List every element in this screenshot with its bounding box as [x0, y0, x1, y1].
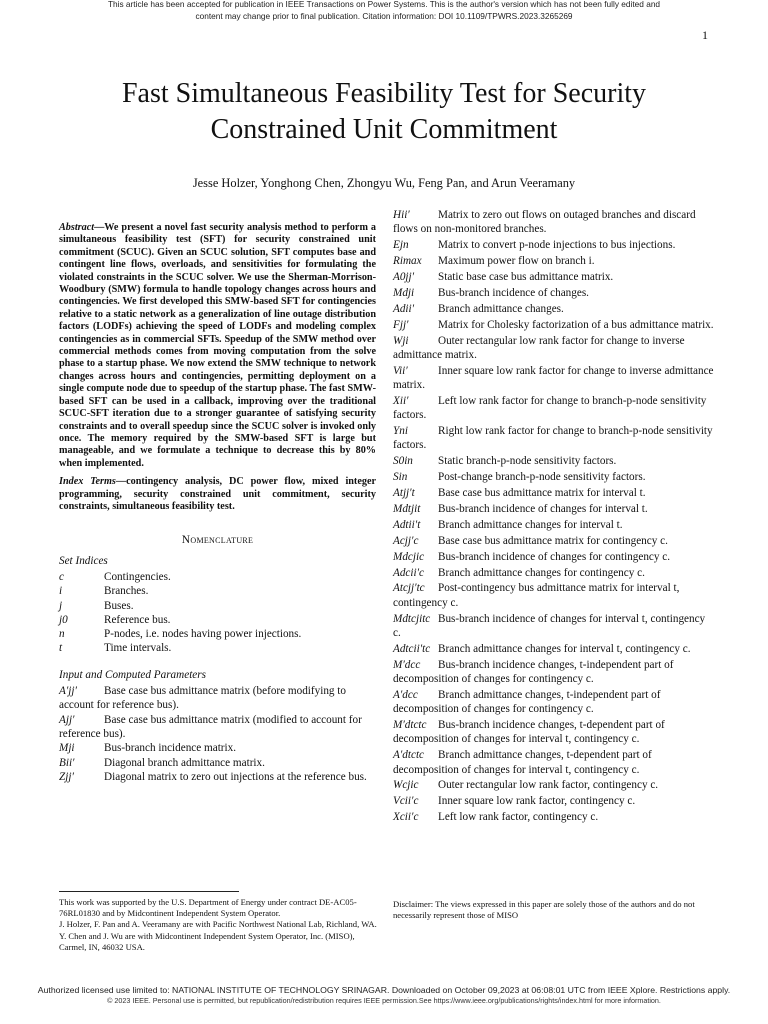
definition-item — [393, 794, 715, 808]
definition-item — [393, 658, 715, 687]
definition-symbol: Mdji — [393, 286, 415, 299]
definition-text: Branch admittance changes, t-independent part of decomposition of changes for contingency c. — [393, 688, 661, 716]
definition-item — [59, 627, 376, 641]
definition-item — [393, 642, 715, 656]
definition-text: Static branch-p-node sensitivity factors. — [438, 455, 617, 468]
definition-symbol: A′dcc — [393, 688, 418, 701]
definition-item — [393, 534, 715, 548]
paper-title — [0, 76, 768, 148]
definition-text: Bus-branch incidence of changes for interval t, contingency c. — [393, 612, 706, 639]
definition-item — [393, 454, 715, 468]
abstract — [59, 222, 376, 470]
definition-item — [393, 394, 715, 423]
definition-item — [393, 688, 715, 717]
definition-symbol: Xii′ — [393, 394, 409, 407]
definition-item — [393, 550, 715, 564]
definition-item — [393, 302, 715, 316]
definition-item — [393, 486, 715, 500]
definition-text: Reference bus. — [104, 613, 171, 626]
definition-symbol: i — [59, 585, 63, 598]
definition-text: Branch admittance changes, t-dependent part of decomposition of changes for interval t, contingency c. — [393, 749, 652, 776]
definition-text: Branch admittance changes for contingency c. — [438, 566, 645, 579]
parameters-heading: Input and Computed Parameters — [59, 668, 206, 681]
definition-text: Right low rank factor for change to branch-p-node sensitivity factors. — [393, 425, 713, 452]
definition-item — [59, 584, 376, 598]
definition-text: Buses. — [104, 599, 134, 612]
definition-item — [393, 810, 715, 824]
definition-text: Contingencies. — [104, 570, 171, 583]
parameters-list — [59, 684, 376, 784]
paper-title-line2: Constrained Unit Commitment — [210, 114, 558, 145]
definition-symbol: j — [59, 599, 63, 612]
definition-symbol: Atjj′t — [393, 487, 415, 500]
definition-symbol: Mdcjic — [393, 550, 425, 563]
page-number: 1 — [702, 28, 708, 42]
definition-symbol: A′jj′ — [59, 685, 77, 698]
index-terms-lead: Index Terms — [59, 476, 116, 488]
definition-symbol: Atcjj′tc — [393, 582, 425, 595]
definition-item — [393, 364, 715, 393]
definition-symbol: Vii′ — [393, 364, 408, 377]
definition-text: Bus-branch incidence of changes. — [438, 286, 589, 299]
abstract-lead: Abstract — [59, 222, 95, 233]
definition-symbol: Wcjic — [393, 779, 419, 792]
definition-text: Branch admittance changes. — [438, 302, 564, 315]
definition-text: Inner square low rank factor, contingency c. — [438, 795, 636, 808]
definition-symbol: S0in — [393, 455, 413, 468]
definition-item — [393, 470, 715, 484]
definition-item — [393, 334, 715, 363]
definition-symbol: Wji — [393, 334, 409, 347]
definition-item — [393, 518, 715, 532]
definition-item — [59, 684, 376, 713]
nomenclature-heading: Nomenclature — [181, 534, 254, 547]
definition-symbol: Vcii′c — [393, 795, 419, 808]
definition-symbol: Rimax — [393, 255, 422, 268]
index-terms-text: —contingency analysis, DC power flow, mixed integer programming, security constrained unit commitment, security constraints, simultaneous feasibility test. — [59, 476, 376, 512]
definition-text: Bus-branch incidence changes, t-dependent part of decomposition of changes for interval t, contingency c. — [393, 719, 665, 746]
definition-symbol: Adii′ — [393, 302, 415, 315]
definition-item — [393, 612, 715, 641]
definition-text: Outer rectangular low rank factor for change to inverse admittance matrix. — [393, 334, 685, 361]
definition-symbol: Mdtcjitc — [393, 612, 431, 625]
definition-item — [393, 238, 715, 252]
definition-item — [59, 756, 376, 770]
disclaimer: Disclaimer: The views expressed in this paper are solely those of the authors and do not necessarily represent those of MISO — [393, 899, 695, 921]
definition-text: Time intervals. — [104, 642, 172, 655]
footnote — [59, 897, 377, 953]
definition-item — [393, 502, 715, 516]
definition-symbol: t — [59, 642, 63, 655]
definition-text: Bus-branch incidence matrix. — [104, 742, 237, 755]
set-indices-list — [59, 570, 376, 656]
footnote-affiliations: J. Holzer, F. Pan and A. Veeramany are with Pacific Northwest National Lab, Richland, WA. Y. Chen and J. Wu are with Midcontinent Independent System Operator, Inc. (MISO), Carmel, IN, 46032 USA. — [59, 919, 377, 952]
definition-item — [393, 318, 715, 332]
definition-symbol: n — [59, 628, 65, 641]
definition-text: Branch admittance changes for interval t, contingency c. — [438, 642, 691, 655]
definition-text: Bus-branch incidence of changes for contingency c. — [438, 550, 671, 563]
definition-text: Branch admittance changes for interval t. — [438, 518, 623, 531]
definition-symbol: c — [59, 570, 64, 583]
definition-text: Left low rank factor, contingency c. — [438, 811, 599, 824]
abstract-text: —We present a novel fast security analysis method to perform a simultaneous feasibility test (SFT) for security constrained unit commitment (SCUC). Given an SCUC solution, SFT computes base and contingent line flows, overloads, and sensitivities for formulating the violated constraints in the SCUC solver. We use the Sherman-Morrison-Woodbury (SMW) formula to handle topology changes across hours and contingencies. We first developed this SMW-based SFT for contingencies relative to a static network as a generalization of line outage distribution factors (LODFs) achieving the speed of LODFs and modeling complex contingencies as in commercial SFTs. Speedup of the SMW method over commercial methods comes from moving computation from the solve phase to a startup phase. We now extend the SMW technique to network changes across hours and contingencies, permitting deployment on a single compute node due to speedup of the startup phase. The fast SMW-based SFT can be used in a callback, improving over the traditional SCUC-SFT iteration due to a stronger guarantee of satisfying security constraints and to overall speedup since the SCUC solver is invoked only once. The memory required by the SMW-based SFT is large but manageable, and we formulate a technique to decrease this by 80% when implemented. — [59, 222, 376, 469]
definition-text: Base case bus admittance matrix (before modifying to account for reference bus). — [59, 685, 347, 712]
definition-symbol: Ejn — [393, 239, 409, 252]
definition-text: Diagonal matrix to zero out injections at the reference bus. — [104, 770, 367, 783]
definition-text: Post-change branch-p-node sensitivity factors. — [438, 471, 646, 484]
definition-item — [393, 424, 715, 453]
definition-text: Matrix to convert p-node injections to bus injections. — [438, 239, 676, 252]
definition-text: Left low rank factor for change to branch-p-node sensitivity factors. — [393, 394, 707, 422]
definition-text: Base case bus admittance matrix (modified to account for reference bus). — [59, 713, 362, 740]
definition-symbol: Acjj′c — [393, 534, 419, 547]
definition-symbol: Ajj′ — [59, 713, 75, 726]
definition-item — [59, 641, 376, 655]
definition-symbol: Adtii′t — [393, 518, 421, 531]
definition-item — [393, 778, 715, 792]
copyright-notice: © 2023 IEEE. Personal use is permitted, but republication/redistribution requires IEEE permission.See https://www.ieee.org/publications/rights/index.html for more information. — [107, 996, 661, 1005]
definition-item — [393, 208, 715, 237]
publication-notice — [0, 0, 768, 22]
definition-symbol: M′dtctc — [393, 719, 427, 732]
definition-item — [393, 748, 715, 777]
publication-notice-line2: content may change prior to final publication. Citation information: DOI 10.1109/TPWRS.2023.3265269 — [195, 11, 573, 21]
paper-title-line1: Fast Simultaneous Feasibility Test for Security — [121, 78, 647, 109]
definition-symbol: Zjj′ — [59, 770, 74, 783]
definition-text: Base case bus admittance matrix for contingency c. — [438, 534, 668, 547]
definition-symbol: Adcii′c — [393, 566, 425, 579]
right-column — [393, 208, 715, 826]
definition-text: Matrix for Cholesky factorization of a bus admittance matrix. — [438, 318, 714, 331]
definition-item — [393, 566, 715, 580]
definition-item — [393, 270, 715, 284]
definition-text: P-nodes, i.e. nodes having power injections. — [104, 628, 302, 641]
definition-item — [59, 570, 376, 584]
definition-symbol: Xcii′c — [393, 811, 419, 824]
definition-text: Post-contingency bus admittance matrix for interval t, contingency c. — [393, 582, 680, 609]
index-terms — [59, 476, 376, 513]
left-column — [59, 222, 376, 784]
definition-symbol: Mdtjit — [393, 502, 421, 515]
definition-text: Bus-branch incidence changes, t-independent part of decomposition of changes for contingency c. — [393, 658, 674, 685]
nomenclature-continued-list — [393, 208, 715, 825]
definition-item — [59, 613, 376, 627]
definition-item — [393, 581, 715, 610]
definition-symbol: A0jj′ — [393, 270, 415, 283]
author-list: Jesse Holzer, Yonghong Chen, Zhongyu Wu, Feng Pan, and Arun Veeramany — [192, 176, 576, 190]
definition-symbol: Bii′ — [59, 756, 75, 769]
publication-notice-line1: This article has been accepted for publication in IEEE Transactions on Power Systems. This is the author's version which has not been fully edited and — [107, 0, 661, 9]
license-notice: Authorized licensed use limited to: NATIONAL INSTITUTE OF TECHNOLOGY SRINAGAR. Downloaded on October 09,2023 at 06:08:01 UTC from IEEE Xplore. Restrictions apply. — [37, 985, 731, 995]
definition-text: Outer rectangular low rank factor, contingency c. — [438, 779, 659, 792]
definition-symbol: Yni — [393, 425, 408, 438]
definition-text: Branches. — [104, 585, 149, 598]
definition-text: Base case bus admittance matrix for interval t. — [438, 487, 646, 500]
footnote-divider — [59, 891, 239, 892]
definition-text: Diagonal branch admittance matrix. — [104, 756, 265, 769]
set-indices-heading: Set Indices — [59, 554, 108, 567]
definition-item — [59, 599, 376, 613]
definition-symbol: Sin — [393, 471, 408, 484]
definition-symbol: Adtcii′tc — [393, 642, 431, 655]
definition-text: Inner square low rank factor for change to inverse admittance matrix. — [393, 364, 714, 392]
footnote-funding: This work was supported by the U.S. Department of Energy under contract DE-AC05-76RL01830 and by Midcontinent Independent System Operator. — [59, 897, 357, 919]
definition-item — [59, 741, 376, 755]
definition-symbol: Mji — [59, 742, 75, 755]
definition-text: Matrix to zero out flows on outaged branches and discard flows on non-monitored branches. — [393, 209, 696, 236]
definition-item — [393, 254, 715, 268]
definition-symbol: j0 — [59, 613, 68, 626]
definition-item — [393, 286, 715, 300]
definition-symbol: Fjj′ — [393, 318, 409, 331]
definition-text: Maximum power flow on branch i. — [438, 255, 595, 268]
definition-text: Static base case bus admittance matrix. — [438, 270, 614, 283]
definition-item — [59, 770, 376, 784]
definition-text: Bus-branch incidence of changes for interval t. — [438, 502, 648, 515]
definition-symbol: A′dtctc — [393, 749, 425, 762]
definition-item — [393, 718, 715, 747]
definition-symbol: M′dcc — [393, 658, 421, 671]
definition-symbol: Hii′ — [393, 209, 410, 221]
definition-item — [59, 713, 376, 742]
